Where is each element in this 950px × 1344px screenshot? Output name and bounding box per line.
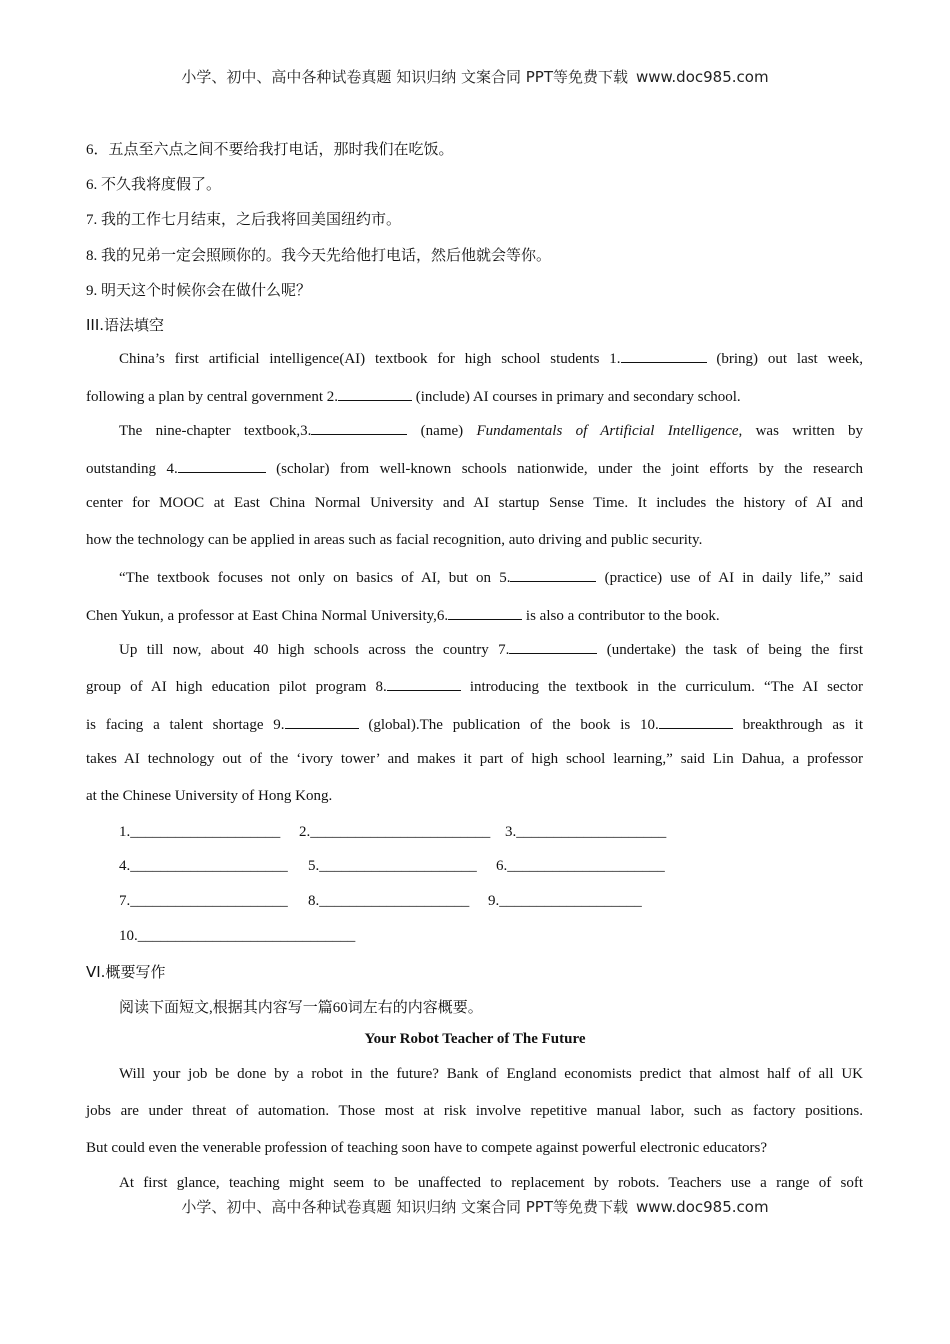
book-title: Fundamentals of Artificial Intelligence xyxy=(476,423,739,439)
article-line: At first glance, teaching might seem to be unaffected to replacement by robots. Teachers use a range of soft xyxy=(119,1175,863,1191)
article-line: Will your job be done by a robot in the future? Bank of England economists predict that almost half of all UK xyxy=(119,1066,863,1082)
header-url[interactable]: www.doc985.com xyxy=(635,68,769,86)
translation-item: 6. 不久我将度假了。 xyxy=(86,177,222,193)
passage-text: China’s first artificial intelligence(AI) textbook for high school students 1. xyxy=(119,351,621,367)
page-footer xyxy=(0,1196,950,1217)
blank-5[interactable] xyxy=(510,567,596,582)
passage-line xyxy=(86,458,863,478)
blank-9[interactable] xyxy=(285,714,359,729)
article-title: Your Robot Teacher of The Future xyxy=(364,1031,586,1047)
blank-2[interactable] xyxy=(338,386,412,401)
section-title-grammar: III.语法填空 xyxy=(86,316,165,334)
blank-6[interactable] xyxy=(448,605,522,620)
passage-text: (bring) out last week, xyxy=(706,351,863,367)
header-text: 小学、初中、高中各种试卷真题 知识归纳 文案合同 PPT等免费下载 xyxy=(181,68,628,86)
blank-7[interactable] xyxy=(509,639,597,654)
passage-line: at the Chinese University of Hong Kong. xyxy=(86,788,333,804)
passage-text: Chen Yukun, a professor at East China Normal University,6. xyxy=(86,608,449,624)
passage-line: takes AI technology out of the ‘ivory tower’ and makes it part of high school learning,” said Lin Dahua, a professor xyxy=(86,751,863,767)
passage-text: breakthrough as it xyxy=(732,717,863,733)
passage-line xyxy=(86,676,863,696)
answer-line-2[interactable]: 2.________________________ xyxy=(299,824,491,840)
answer-line-10[interactable]: 10._____________________________ xyxy=(119,928,356,944)
passage-line xyxy=(86,420,863,440)
section-title-summary: VI.概要写作 xyxy=(86,963,166,981)
translation-item: 6．五点至六点之间不要给我打电话，那时我们在吃饭。 xyxy=(86,142,454,158)
answer-line-3[interactable]: 3.____________________ xyxy=(505,824,667,840)
passage-line xyxy=(86,639,863,659)
translation-item: 9. 明天这个时候你会在做什么呢？ xyxy=(86,283,312,299)
passage-text: outstanding 4. xyxy=(86,461,178,477)
blank-10[interactable] xyxy=(659,714,733,729)
passage-line xyxy=(86,567,863,587)
passage-text: (undertake) the task of being the first xyxy=(597,642,864,658)
passage-line xyxy=(86,714,863,734)
blank-8[interactable] xyxy=(387,676,461,691)
article-line: jobs are under threat of automation. Those most at risk involve repetitive manual labor, such as factory positions. xyxy=(86,1103,863,1119)
blank-3[interactable] xyxy=(311,420,407,435)
answer-line-9[interactable]: 9.___________________ xyxy=(488,893,642,909)
passage-text: introducing the textbook in the curriculum. “The AI sector xyxy=(460,679,863,695)
passage-line xyxy=(86,348,863,368)
summary-instruction: 阅读下面短文,根据其内容写一篇60词左右的内容概要。 xyxy=(119,1000,483,1016)
passage-text: is facing a talent shortage 9. xyxy=(86,717,285,733)
passage-text: following a plan by central government 2. xyxy=(86,389,339,405)
passage-line: center for MOOC at East China Normal University and AI startup Sense Time. It includes the history of AI and xyxy=(86,495,863,511)
article-line: But could even the venerable profession of teaching soon have to compete against powerful electronic educators? xyxy=(86,1140,767,1156)
passage-text: The nine-chapter textbook,3. xyxy=(119,423,312,439)
passage-text: (practice) use of AI in daily life,” said xyxy=(596,570,863,586)
answer-line-1[interactable]: 1.____________________ xyxy=(119,824,281,840)
passage-text: (global).The publication of the book is 10. xyxy=(358,717,659,733)
answer-line-7[interactable]: 7._____________________ xyxy=(119,893,288,909)
answer-line-5[interactable]: 5._____________________ xyxy=(308,858,477,874)
passage-line xyxy=(86,386,863,406)
passage-text: , was written by xyxy=(738,423,863,439)
blank-4[interactable] xyxy=(178,458,266,473)
answer-line-8[interactable]: 8.____________________ xyxy=(308,893,470,909)
answer-line-6[interactable]: 6._____________________ xyxy=(496,858,665,874)
footer-url[interactable]: www.doc985.com xyxy=(635,1198,769,1216)
translation-item: 7. 我的工作七月结束，之后我将回美国纽约市。 xyxy=(86,212,402,228)
passage-text: is also a contributor to the book. xyxy=(522,608,720,624)
passage-text: (scholar) from well-known schools nationwide, under the joint efforts by the research xyxy=(265,461,863,477)
passage-line: how the technology can be applied in areas such as facial recognition, auto driving and public security. xyxy=(86,532,703,548)
blank-1[interactable] xyxy=(621,348,707,363)
answer-line-4[interactable]: 4._____________________ xyxy=(119,858,288,874)
page-header xyxy=(0,66,950,87)
passage-text: (include) AI courses in primary and secondary school. xyxy=(412,389,741,405)
passage-text: “The textbook focuses not only on basics of AI, but on 5. xyxy=(119,570,511,586)
footer-text: 小学、初中、高中各种试卷真题 知识归纳 文案合同 PPT等免费下载 xyxy=(181,1198,628,1216)
passage-text: group of AI high education pilot program 8. xyxy=(86,679,387,695)
passage-text: (name) xyxy=(407,423,477,439)
passage-text: Up till now, about 40 high schools across the country 7. xyxy=(119,642,510,658)
passage-line xyxy=(86,605,863,625)
translation-item: 8. 我的兄弟一定会照顾你的。我今天先给他打电话，然后他就会等你。 xyxy=(86,248,552,264)
